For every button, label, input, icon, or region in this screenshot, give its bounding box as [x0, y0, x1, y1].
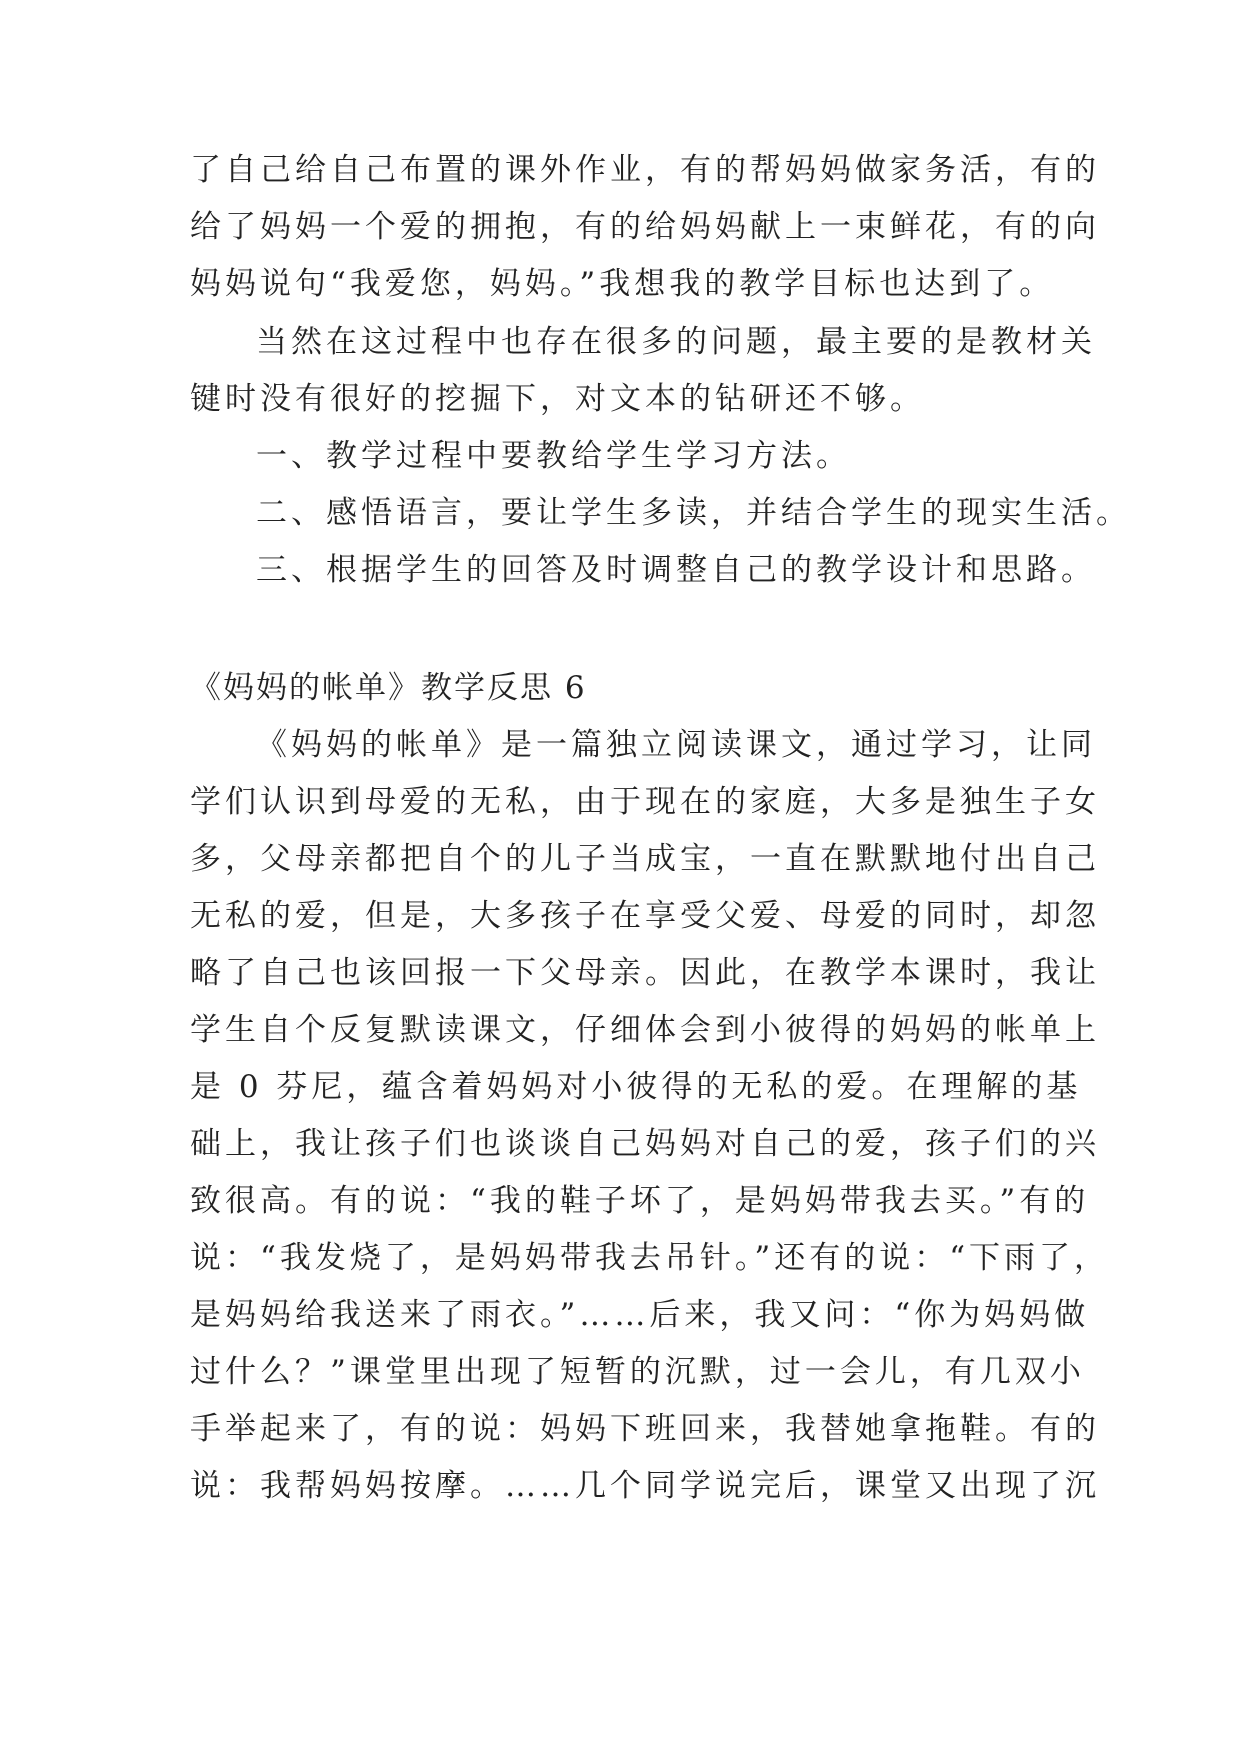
text-line: 了自己给自己布置的课外作业，有的帮妈妈做家务活，有的 [190, 152, 1100, 188]
text-line: 学生自个反复默读课文，仔细体会到小彼得的妈妈的帐单上 [190, 1012, 1100, 1048]
text-line: 无私的爱，但是，大多孩子在享受父爱、母爱的同时，却忽 [190, 898, 1100, 934]
text-line: 妈妈说句“我爱您，妈妈。”我想我的教学目标也达到了。 [190, 266, 1055, 302]
text-line: 说：“我发烧了，是妈妈带我去吊针。”还有的说：“下雨了， [190, 1240, 1110, 1276]
text-line: 键时没有很好的挖掘下，对文本的钻研还不够。 [190, 381, 925, 417]
section-heading: 《妈妈的帐单》教学反思 6 [190, 670, 587, 706]
text-line: 学们认识到母爱的无私，由于现在的家庭，大多是独生子女 [190, 784, 1100, 820]
text-line: 础上，我让孩子们也谈谈自己妈妈对自己的爱，孩子们的兴 [190, 1126, 1100, 1162]
text-line: 是妈妈给我送来了雨衣。”……后来，我又问：“你为妈妈做 [190, 1297, 1090, 1333]
paragraph-first-line: 当然在这过程中也存在很多的问题，最主要的是教材关 [256, 324, 1096, 360]
text-line: 过什么？”课堂里出现了短暂的沉默，过一会儿，有几双小 [190, 1354, 1085, 1390]
list-item: 一、教学过程中要教给学生学习方法。 [256, 438, 851, 474]
text-line: 略了自己也该回报一下父母亲。因此，在教学本课时，我让 [190, 955, 1100, 991]
text-line: 是 0 芬尼，蕴含着妈妈对小彼得的无私的爱。在理解的基 [190, 1069, 1082, 1105]
list-item: 二、感悟语言，要让学生多读，并结合学生的现实生活。 [256, 495, 1131, 531]
text-line: 多，父母亲都把自个的儿子当成宝，一直在默默地付出自己 [190, 841, 1100, 877]
text-line: 给了妈妈一个爱的拥抱，有的给妈妈献上一束鲜花，有的向 [190, 209, 1100, 245]
paragraph-first-line: 《妈妈的帐单》是一篇独立阅读课文，通过学习，让同 [256, 727, 1096, 763]
list-item: 三、根据学生的回答及时调整自己的教学设计和思路。 [256, 552, 1096, 588]
text-line: 说：我帮妈妈按摩。……几个同学说完后，课堂又出现了沉 [190, 1468, 1100, 1504]
text-line: 致很高。有的说：“我的鞋子坏了，是妈妈带我去买。”有的 [190, 1183, 1090, 1219]
text-line: 手举起来了，有的说：妈妈下班回来，我替她拿拖鞋。有的 [190, 1411, 1100, 1447]
